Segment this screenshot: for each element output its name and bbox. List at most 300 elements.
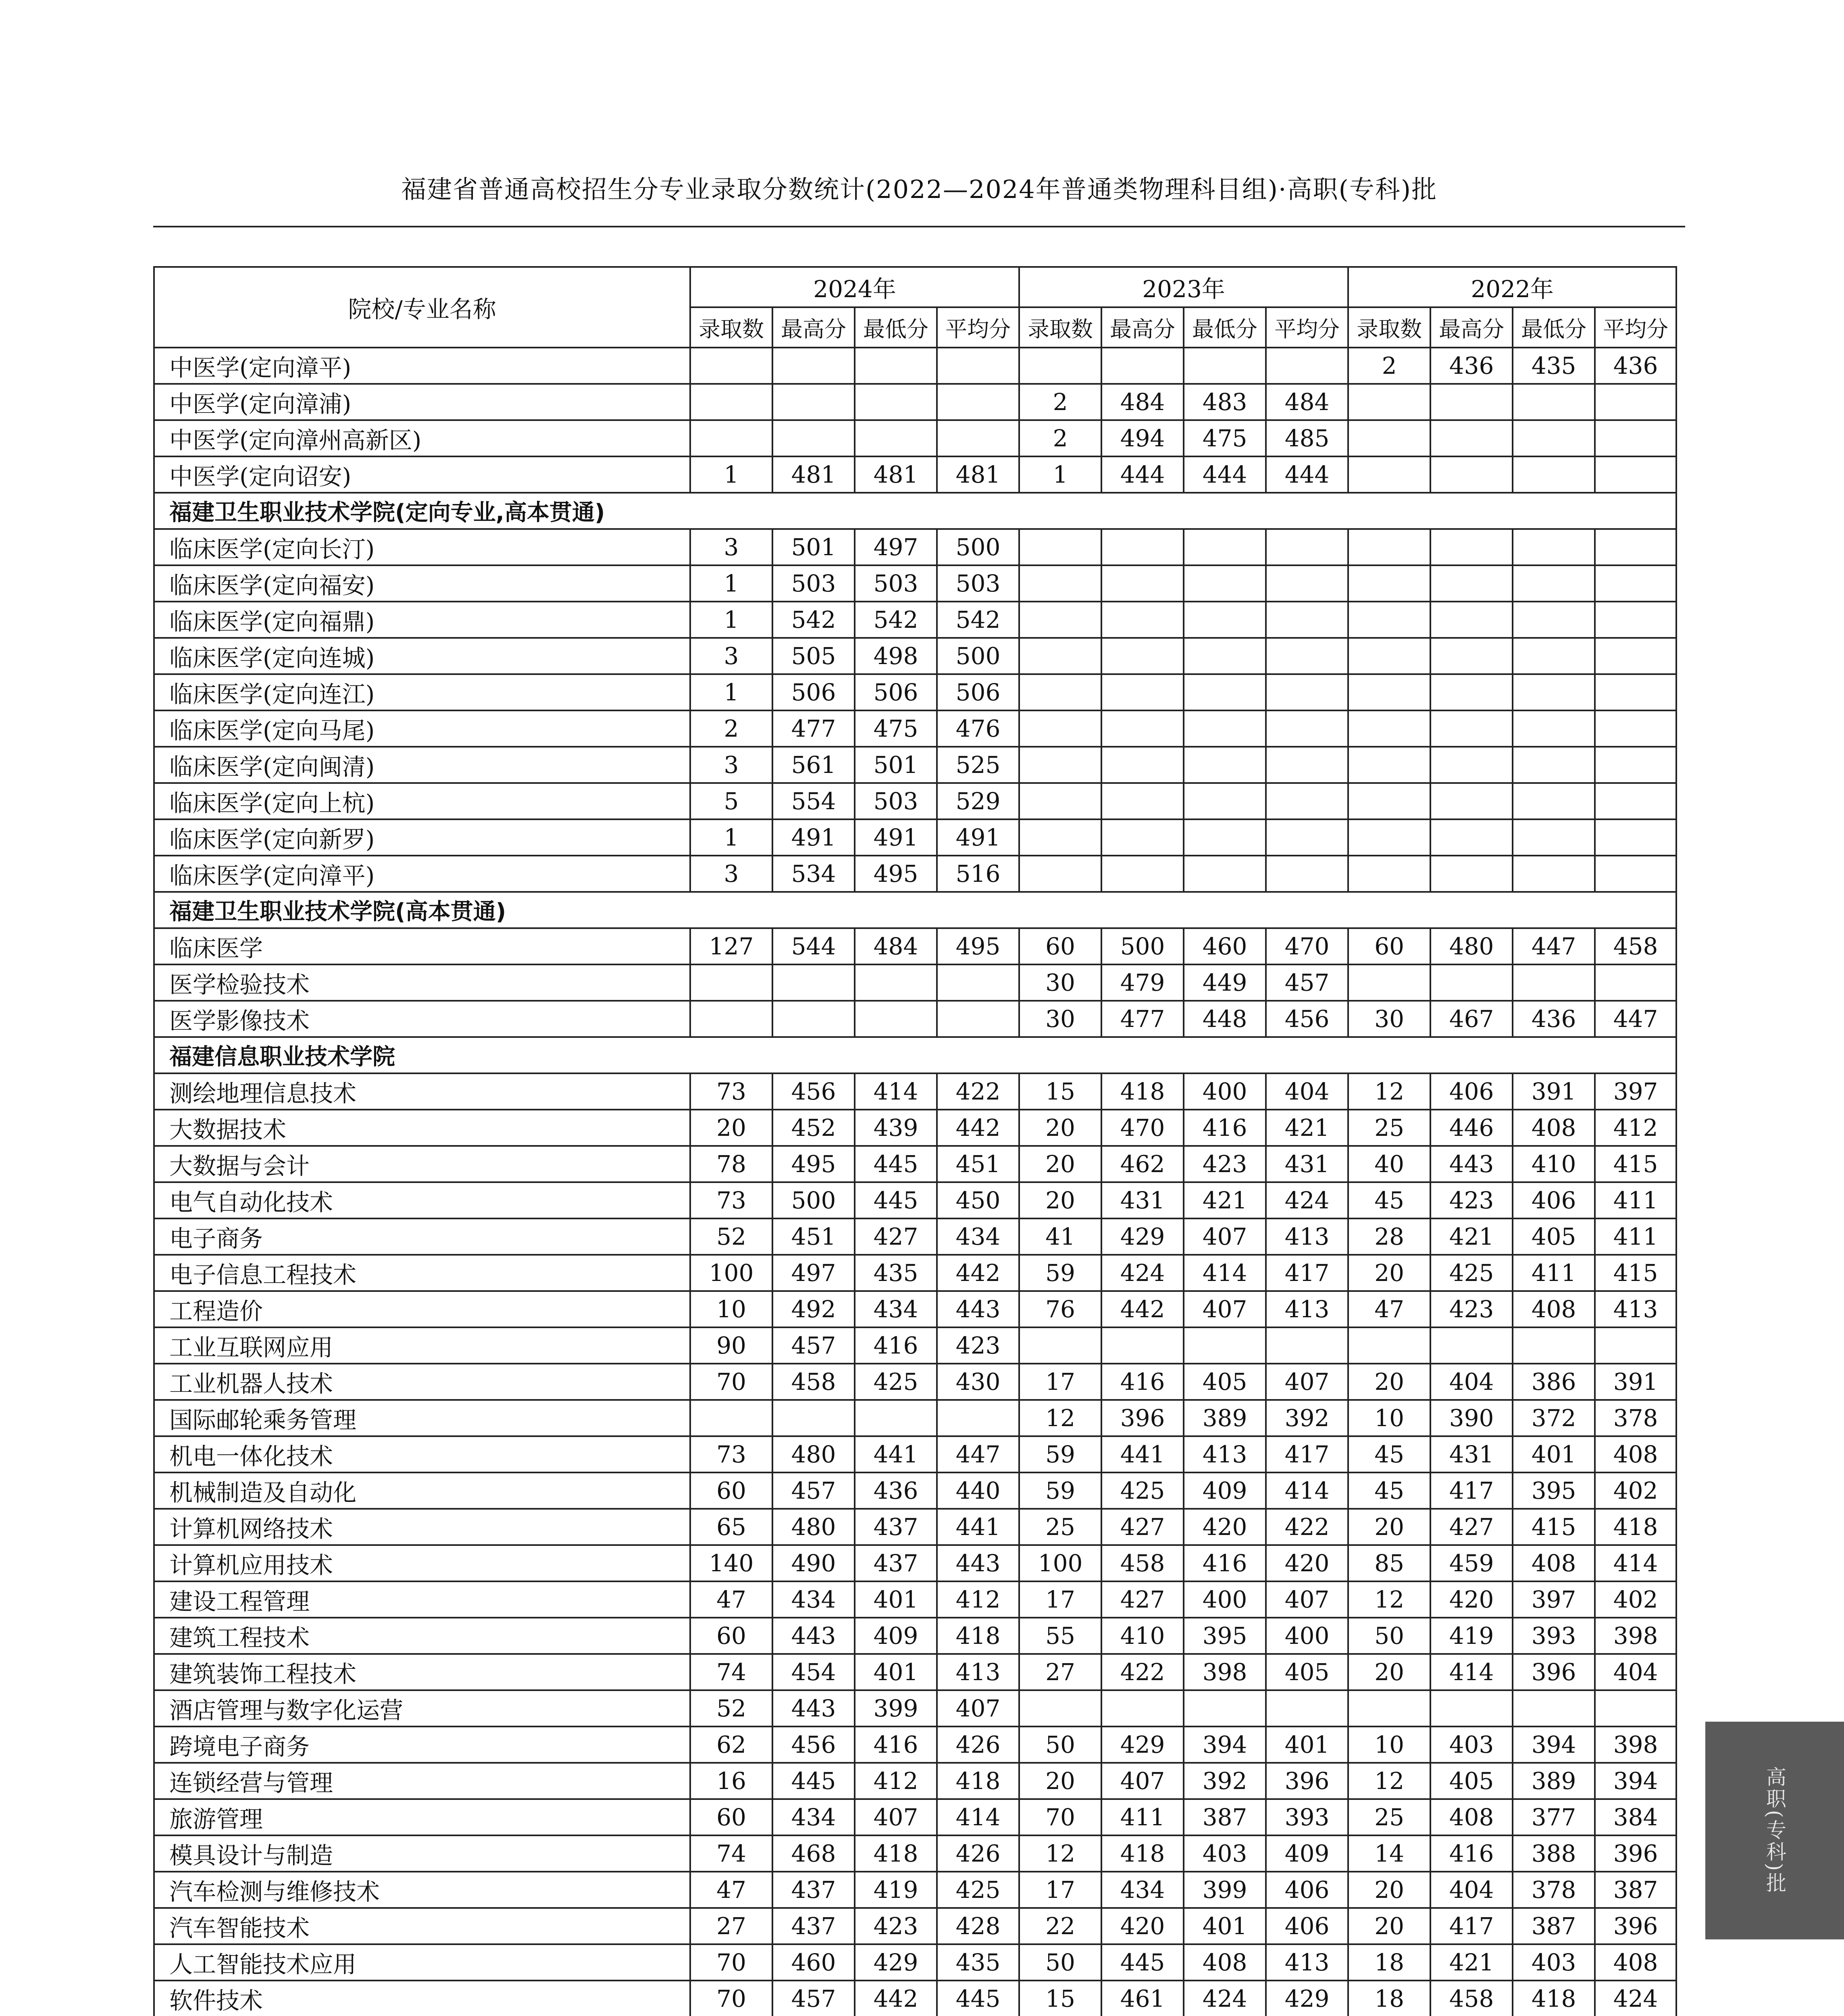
score-cell [1101, 638, 1184, 674]
score-cell [1595, 1327, 1676, 1364]
major-name: 电气自动化技术 [154, 1182, 690, 1218]
score-cell: 434 [855, 1291, 937, 1327]
score-cell: 416 [1430, 1835, 1513, 1872]
score-cell: 410 [1513, 1146, 1595, 1182]
score-cell [1184, 674, 1266, 710]
score-cell: 468 [772, 1835, 855, 1872]
major-name: 工业机器人技术 [154, 1364, 690, 1400]
score-cell [1348, 1690, 1430, 1727]
table-row [154, 1327, 1676, 1364]
sub-column-header: 平均分 [937, 307, 1019, 348]
score-cell [1348, 1327, 1430, 1364]
score-cell: 372 [1513, 1400, 1595, 1436]
score-cell: 396 [1513, 1654, 1595, 1690]
table-row [154, 1763, 1676, 1799]
score-cell: 458 [1430, 1981, 1513, 2016]
major-name: 旅游管理 [154, 1799, 690, 1835]
score-cell: 407 [1266, 1581, 1348, 1618]
score-cell: 25 [1019, 1509, 1101, 1545]
major-name: 中医学(定向诏安) [154, 456, 690, 493]
score-cell: 497 [855, 529, 937, 565]
score-cell: 17 [1019, 1872, 1101, 1908]
score-cell [1348, 674, 1430, 710]
score-cell: 475 [1184, 420, 1266, 456]
score-cell [937, 420, 1019, 456]
score-cell [937, 1001, 1019, 1037]
score-cell: 500 [772, 1182, 855, 1218]
table-row [154, 384, 1676, 420]
score-cell: 418 [1513, 1981, 1595, 2016]
sub-column-header: 最低分 [855, 307, 937, 348]
major-name: 人工智能技术应用 [154, 1944, 690, 1981]
score-cell: 377 [1513, 1799, 1595, 1835]
score-cell: 2 [690, 710, 772, 747]
major-name: 汽车智能技术 [154, 1908, 690, 1944]
major-name: 大数据技术 [154, 1110, 690, 1146]
table-row [154, 1146, 1676, 1182]
score-cell [1019, 783, 1101, 819]
score-cell: 402 [1595, 1472, 1676, 1509]
score-cell [1513, 1327, 1595, 1364]
score-cell: 439 [855, 1110, 937, 1146]
score-cell [1595, 674, 1676, 710]
score-cell: 417 [1430, 1908, 1513, 1944]
score-cell: 50 [1019, 1727, 1101, 1763]
score-cell: 417 [1430, 1472, 1513, 1509]
table-row [154, 1073, 1676, 1110]
score-cell: 90 [690, 1327, 772, 1364]
score-cell [1101, 348, 1184, 384]
score-cell [1019, 529, 1101, 565]
institution-name: 福建卫生职业技术学院(定向专业,高本贯通) [154, 493, 1676, 529]
score-cell: 45 [1348, 1182, 1430, 1218]
score-cell [1430, 856, 1513, 892]
score-cell: 436 [1513, 1001, 1595, 1037]
score-cell: 408 [1513, 1545, 1595, 1581]
score-cell [855, 420, 937, 456]
score-cell: 17 [1019, 1581, 1101, 1618]
score-cell: 408 [1184, 1944, 1266, 1981]
score-cell: 395 [1184, 1618, 1266, 1654]
side-tab-label: 高职(专科)批 [1763, 1766, 1786, 1895]
score-cell: 480 [1430, 928, 1513, 964]
score-cell: 52 [690, 1218, 772, 1255]
score-cell: 480 [772, 1436, 855, 1472]
section-header-row [154, 1037, 1676, 1073]
score-cell: 429 [1266, 1981, 1348, 2016]
score-cell: 505 [772, 638, 855, 674]
score-cell: 443 [1430, 1146, 1513, 1182]
score-cell: 417 [1266, 1255, 1348, 1291]
score-cell: 20 [1019, 1146, 1101, 1182]
score-cell: 74 [690, 1835, 772, 1872]
score-cell: 55 [1019, 1618, 1101, 1654]
score-cell: 457 [772, 1472, 855, 1509]
table-row [154, 1255, 1676, 1291]
score-cell: 458 [772, 1364, 855, 1400]
score-cell: 423 [1184, 1146, 1266, 1182]
score-cell: 424 [1101, 1255, 1184, 1291]
score-cell [690, 348, 772, 384]
score-cell: 20 [1019, 1763, 1101, 1799]
major-name: 临床医学(定向马尾) [154, 710, 690, 747]
table-row [154, 1908, 1676, 1944]
score-cell: 387 [1595, 1872, 1676, 1908]
score-cell: 418 [937, 1618, 1019, 1654]
score-cell: 12 [1348, 1073, 1430, 1110]
score-cell: 456 [1266, 1001, 1348, 1037]
table-row [154, 710, 1676, 747]
score-cell: 59 [1019, 1472, 1101, 1509]
score-cell [1019, 674, 1101, 710]
score-cell: 457 [772, 1327, 855, 1364]
score-cell: 561 [772, 747, 855, 783]
score-cell: 414 [1595, 1545, 1676, 1581]
score-cell: 398 [1184, 1654, 1266, 1690]
score-cell: 481 [772, 456, 855, 493]
table-row [154, 1509, 1676, 1545]
score-cell: 399 [1184, 1872, 1266, 1908]
institution-name: 福建信息职业技术学院 [154, 1037, 1676, 1073]
score-cell: 10 [1348, 1400, 1430, 1436]
score-cell: 378 [1595, 1400, 1676, 1436]
score-cell [1184, 565, 1266, 602]
score-cell: 74 [690, 1654, 772, 1690]
table-row [154, 1944, 1676, 1981]
major-name: 建筑装饰工程技术 [154, 1654, 690, 1690]
table-row [154, 1835, 1676, 1872]
score-cell [1430, 638, 1513, 674]
score-cell [937, 1400, 1019, 1436]
score-cell: 411 [1595, 1182, 1676, 1218]
score-cell: 414 [1184, 1255, 1266, 1291]
major-name: 跨境电子商务 [154, 1727, 690, 1763]
major-name: 临床医学(定向长汀) [154, 529, 690, 565]
score-cell [1430, 710, 1513, 747]
score-cell: 445 [937, 1981, 1019, 2016]
score-cell: 498 [855, 638, 937, 674]
score-cell [1595, 384, 1676, 420]
score-cell: 429 [1101, 1218, 1184, 1255]
score-cell: 47 [1348, 1291, 1430, 1327]
score-cell [1595, 420, 1676, 456]
table-row [154, 1727, 1676, 1763]
score-cell [937, 964, 1019, 1001]
score-cell: 425 [855, 1364, 937, 1400]
score-cell: 450 [937, 1182, 1019, 1218]
score-cell: 431 [1430, 1436, 1513, 1472]
score-cell [1595, 747, 1676, 783]
score-cell: 30 [1348, 1001, 1430, 1037]
major-name: 软件技术 [154, 1981, 690, 2016]
score-cell [937, 384, 1019, 420]
score-cell [1348, 602, 1430, 638]
score-cell: 418 [1101, 1073, 1184, 1110]
score-cell [1430, 384, 1513, 420]
table-row [154, 1364, 1676, 1400]
score-cell: 408 [1513, 1110, 1595, 1146]
score-cell: 441 [937, 1509, 1019, 1545]
score-cell: 406 [1266, 1908, 1348, 1944]
score-cell [1513, 710, 1595, 747]
institution-name: 福建卫生职业技术学院(高本贯通) [154, 892, 1676, 928]
score-cell: 445 [855, 1146, 937, 1182]
score-cell: 534 [772, 856, 855, 892]
score-cell: 516 [937, 856, 1019, 892]
score-cell: 15 [1019, 1073, 1101, 1110]
score-cell: 458 [1595, 928, 1676, 964]
score-cell: 415 [1595, 1255, 1676, 1291]
score-cell [1184, 819, 1266, 856]
score-cell: 2 [1019, 384, 1101, 420]
score-cell: 20 [1348, 1654, 1430, 1690]
score-cell: 127 [690, 928, 772, 964]
score-cell: 22 [1019, 1908, 1101, 1944]
score-cell [855, 384, 937, 420]
score-cell: 418 [855, 1835, 937, 1872]
score-cell [1513, 1690, 1595, 1727]
score-cell [1266, 529, 1348, 565]
score-cell: 391 [1513, 1073, 1595, 1110]
major-name: 机械制造及自动化 [154, 1472, 690, 1509]
score-cell: 423 [855, 1908, 937, 1944]
score-cell [1266, 1327, 1348, 1364]
score-cell: 40 [1348, 1146, 1430, 1182]
score-cell: 435 [937, 1944, 1019, 1981]
score-cell: 416 [855, 1727, 937, 1763]
score-cell [1266, 565, 1348, 602]
score-cell: 418 [937, 1763, 1019, 1799]
score-cell [1266, 710, 1348, 747]
score-cell: 440 [937, 1472, 1019, 1509]
table-row [154, 638, 1676, 674]
table-row [154, 1472, 1676, 1509]
score-cell: 460 [1184, 928, 1266, 964]
score-cell: 416 [1101, 1364, 1184, 1400]
score-cell [1101, 674, 1184, 710]
score-cell: 485 [1266, 420, 1348, 456]
table-row [154, 1110, 1676, 1146]
score-cell: 443 [772, 1618, 855, 1654]
table-row [154, 1654, 1676, 1690]
score-cell [1513, 565, 1595, 602]
score-cell [1430, 420, 1513, 456]
score-cell: 389 [1184, 1400, 1266, 1436]
score-cell [937, 348, 1019, 384]
score-cell: 491 [937, 819, 1019, 856]
score-cell: 421 [1430, 1944, 1513, 1981]
score-cell: 403 [1184, 1835, 1266, 1872]
score-cell: 480 [772, 1509, 855, 1545]
year-header-row [154, 267, 1676, 307]
table-row [154, 348, 1676, 384]
score-cell: 422 [937, 1073, 1019, 1110]
score-cell: 427 [1101, 1581, 1184, 1618]
score-cell [1348, 964, 1430, 1001]
score-cell: 475 [855, 710, 937, 747]
sub-column-header: 最高分 [772, 307, 855, 348]
score-cell: 404 [1430, 1364, 1513, 1400]
score-cell: 447 [1595, 1001, 1676, 1037]
score-cell: 434 [937, 1218, 1019, 1255]
score-cell: 73 [690, 1182, 772, 1218]
score-cell: 411 [1595, 1218, 1676, 1255]
score-cell: 404 [1430, 1872, 1513, 1908]
score-cell: 398 [1595, 1727, 1676, 1763]
score-cell: 544 [772, 928, 855, 964]
major-name: 电子商务 [154, 1218, 690, 1255]
table-row [154, 529, 1676, 565]
score-cell: 404 [1266, 1073, 1348, 1110]
score-cell: 459 [1430, 1545, 1513, 1581]
score-cell: 16 [690, 1763, 772, 1799]
score-cell [690, 420, 772, 456]
score-cell: 430 [937, 1364, 1019, 1400]
major-name: 医学检验技术 [154, 964, 690, 1001]
score-cell [772, 384, 855, 420]
score-cell [690, 1001, 772, 1037]
score-cell: 1 [690, 602, 772, 638]
score-cell: 391 [1595, 1364, 1676, 1400]
score-cell: 427 [1101, 1509, 1184, 1545]
score-cell: 60 [690, 1472, 772, 1509]
score-cell: 422 [1101, 1654, 1184, 1690]
score-cell [1430, 747, 1513, 783]
score-cell: 27 [690, 1908, 772, 1944]
score-cell: 15 [1019, 1981, 1101, 2016]
score-cell: 401 [1266, 1727, 1348, 1763]
score-cell: 27 [1019, 1654, 1101, 1690]
table-body [154, 348, 1676, 2016]
score-cell [1430, 1327, 1513, 1364]
table-row [154, 1618, 1676, 1654]
score-cell [1595, 565, 1676, 602]
score-cell [772, 1400, 855, 1436]
score-cell: 406 [1266, 1872, 1348, 1908]
score-cell: 494 [1101, 420, 1184, 456]
score-cell [1430, 456, 1513, 493]
score-cell: 418 [1595, 1509, 1676, 1545]
score-cell: 554 [772, 783, 855, 819]
score-cell: 483 [1184, 384, 1266, 420]
score-cell: 413 [937, 1654, 1019, 1690]
score-cell [1513, 384, 1595, 420]
score-cell: 413 [1266, 1218, 1348, 1255]
year-header: 2022年 [1348, 267, 1676, 307]
table-row [154, 819, 1676, 856]
score-cell: 442 [855, 1981, 937, 2016]
score-cell: 484 [1266, 384, 1348, 420]
score-cell: 449 [1184, 964, 1266, 1001]
score-cell: 403 [1430, 1727, 1513, 1763]
major-name: 中医学(定向漳平) [154, 348, 690, 384]
major-name: 医学影像技术 [154, 1001, 690, 1037]
sub-column-header: 最低分 [1184, 307, 1266, 348]
score-cell [1184, 747, 1266, 783]
score-cell [1430, 1690, 1513, 1727]
score-cell: 408 [1595, 1944, 1676, 1981]
major-name: 计算机网络技术 [154, 1509, 690, 1545]
score-cell: 3 [690, 856, 772, 892]
score-cell: 409 [1266, 1835, 1348, 1872]
score-cell [1019, 1690, 1101, 1727]
score-cell [1348, 747, 1430, 783]
score-cell: 409 [1184, 1472, 1266, 1509]
score-cell: 85 [1348, 1545, 1430, 1581]
score-cell [1019, 602, 1101, 638]
score-cell: 411 [1513, 1255, 1595, 1291]
score-cell [772, 964, 855, 1001]
major-name: 临床医学(定向福安) [154, 565, 690, 602]
score-cell: 495 [855, 856, 937, 892]
score-cell [1019, 565, 1101, 602]
score-cell: 416 [1184, 1110, 1266, 1146]
score-cell: 501 [772, 529, 855, 565]
table-row [154, 1400, 1676, 1436]
score-cell: 18 [1348, 1981, 1430, 2016]
table-row [154, 747, 1676, 783]
score-cell [690, 1400, 772, 1436]
score-cell: 495 [772, 1146, 855, 1182]
score-cell: 12 [1348, 1581, 1430, 1618]
major-name: 建筑工程技术 [154, 1618, 690, 1654]
score-cell [1266, 638, 1348, 674]
score-cell: 500 [1101, 928, 1184, 964]
score-cell: 30 [1019, 964, 1101, 1001]
score-cell: 140 [690, 1545, 772, 1581]
score-cell: 423 [937, 1327, 1019, 1364]
score-cell [1184, 1327, 1266, 1364]
score-cell [690, 964, 772, 1001]
table-row [154, 1545, 1676, 1581]
score-cell [1266, 819, 1348, 856]
score-cell: 3 [690, 747, 772, 783]
score-cell [1513, 674, 1595, 710]
score-cell: 411 [1101, 1799, 1184, 1835]
score-cell: 413 [1184, 1436, 1266, 1472]
score-cell: 444 [1184, 456, 1266, 493]
score-cell: 506 [937, 674, 1019, 710]
score-cell: 405 [1430, 1763, 1513, 1799]
score-cell: 416 [1184, 1545, 1266, 1581]
year-header: 2023年 [1019, 267, 1348, 307]
table-row [154, 456, 1676, 493]
score-cell: 1 [1019, 456, 1101, 493]
score-cell: 525 [937, 747, 1019, 783]
score-cell: 70 [690, 1981, 772, 2016]
score-cell [1430, 529, 1513, 565]
score-cell: 420 [1430, 1581, 1513, 1618]
score-cell [1266, 348, 1348, 384]
score-cell [1101, 710, 1184, 747]
score-cell: 443 [937, 1291, 1019, 1327]
score-cell: 400 [1266, 1618, 1348, 1654]
score-cell: 437 [772, 1872, 855, 1908]
score-cell [1184, 1690, 1266, 1727]
score-cell [1430, 565, 1513, 602]
score-cell [1101, 565, 1184, 602]
major-name: 临床医学(定向新罗) [154, 819, 690, 856]
score-cell: 503 [855, 783, 937, 819]
score-cell: 12 [1348, 1763, 1430, 1799]
score-cell [1513, 783, 1595, 819]
score-cell: 443 [937, 1545, 1019, 1581]
score-cell: 18 [1348, 1944, 1430, 1981]
score-cell: 415 [1513, 1509, 1595, 1545]
score-cell: 398 [1595, 1618, 1676, 1654]
score-cell: 12 [1019, 1400, 1101, 1436]
score-cell [1101, 856, 1184, 892]
